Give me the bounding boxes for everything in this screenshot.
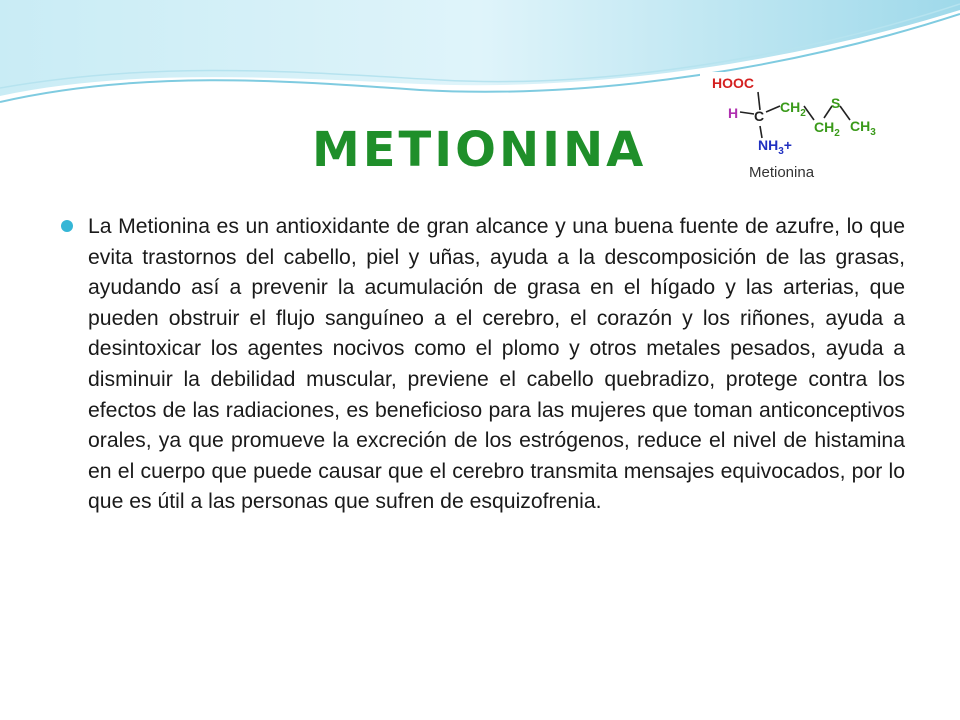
ch2-first-label: $CH_2$	[780, 99, 806, 119]
ch2-second-label: $CH_2$	[814, 119, 840, 139]
bullet-text: La Metionina es un antioxidante de gran alcance y una buena fuente de azufre, lo que evita trastornos del cabello, piel y uñas, ayuda a la descomposición de las grasas, ayudando así a prevenir la acumulación de grasa en el hígado y las arterias, que pueden obstruir el flujo sanguíneo a el cerebro, el corazón y los riñones, ayuda a desintoxicar los agentes nocivos como el plomo y otros metales pesados, ayuda a disminuir la debilidad muscular, previene el cabello quebradizo, protege contra los efectos de las radiaciones, es beneficioso para las mujeres que toman anticonceptivos orales, ya que promueve la excreción de los estrógenos, reduce el nivel de histamina en el cuerpo que puede causar que el cerebro transmita mensajes equivocados, por lo que es útil a las personas que sufren de esquizofrenia.	[88, 215, 905, 514]
methionine-structure-diagram	[700, 72, 908, 194]
hydrogen-label: H	[728, 105, 739, 121]
bullet-dot-icon	[61, 220, 73, 232]
molecule-caption: Metionina	[749, 164, 815, 181]
sulfur-label: S	[831, 95, 841, 111]
ch3-label: $CH_3$	[850, 118, 876, 138]
slide-title: METIONINA	[312, 122, 647, 178]
carboxyl-group-label: HOOC	[712, 75, 754, 91]
alpha-carbon-label: C	[754, 108, 765, 124]
amine-group-label: $NH_3+$	[758, 137, 792, 157]
